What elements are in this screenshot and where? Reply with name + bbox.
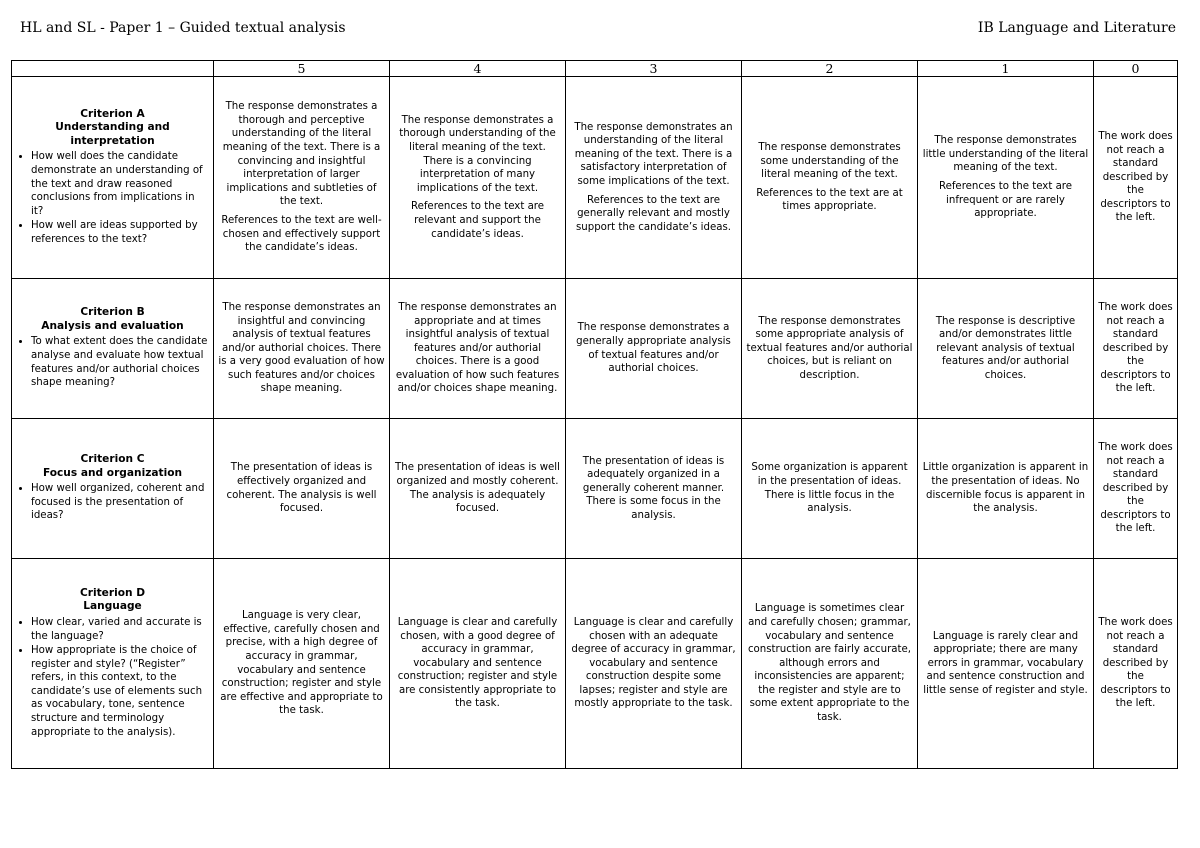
descriptor-text: References to the text are at times appropriate. (756, 187, 903, 213)
descriptor-cell-0: The work does not reach a standard described by the descriptors to the left. (1094, 279, 1178, 419)
descriptor-cell-3 (566, 77, 742, 279)
table-row-criterion-a (12, 77, 1178, 279)
descriptor-cell-2 (742, 419, 918, 559)
criterion-name: Language (83, 600, 142, 613)
descriptor-cell-1 (918, 279, 1094, 419)
criterion-label: Criterion C (80, 453, 145, 466)
table-row-criterion-c (12, 419, 1178, 559)
descriptor-text: Language is clear and carefully chosen with an adequate degree of accuracy in grammar, vocabulary and sentence construction despite some lapses; register and style are mostly appropriate to the task. (571, 616, 736, 710)
criterion-name: Analysis and evaluation (41, 319, 184, 332)
descriptor-cell-4 (390, 419, 566, 559)
descriptor-cell-0: The work does not reach a standard described by the descriptors to the left. (1094, 559, 1178, 769)
descriptor-text: Language is sometimes clear and carefully chosen; grammar, vocabulary and sentence construction are fairly accurate, although errors and inconsistencies are apparent; the register and style are to some extent appropriate to the task. (747, 603, 912, 724)
criterion-cell (12, 419, 214, 559)
criterion-question: • How clear, varied and accurate is the language? (31, 616, 209, 643)
descriptor-text: Language is rarely clear and appropriate; there are many errors in grammar, vocabulary and sentence construction and little sense of register and style. (923, 630, 1088, 696)
page-header (20, 20, 1176, 42)
criterion-cell (12, 77, 214, 279)
descriptor-text: The response demonstrates some understanding of the literal meaning of the text. (758, 142, 901, 181)
descriptor-text: References to the text are well-chosen and effectively support the candidate’s ideas. (221, 214, 382, 254)
criterion-title (16, 587, 209, 614)
descriptor-cell-1 (918, 559, 1094, 769)
descriptor-cell-4 (390, 77, 566, 279)
descriptor-text: Some organization is apparent in the presentation of ideas. There is little focus in the analysis. (751, 462, 908, 515)
descriptor-cell-5 (214, 559, 390, 769)
descriptor-cell-3 (566, 419, 742, 559)
criterion-question: • How well does the candidate demonstrate an understanding of the text and draw reasoned conclusions from implications in it? (31, 150, 209, 218)
descriptor-text: The presentation of ideas is well organized and mostly coherent. The analysis is adequately focused. (395, 462, 560, 515)
descriptor-cell-3 (566, 279, 742, 419)
criterion-question: • To what extent does the candidate analyse and evaluate how textual features and/or authorial choices shape meaning? (31, 335, 209, 389)
descriptor-cell-0: The work does not reach a standard described by the descriptors to the left. (1094, 77, 1178, 279)
column-header-1: 1 (918, 61, 1094, 77)
column-header-2: 2 (742, 61, 918, 77)
descriptor-text: The response demonstrates an appropriate and at times insightful analysis of textual features and/or authorial choices. There is a good evaluation of how such features and/or choices shape meaning. (395, 301, 560, 395)
criterion-label: Criterion A (80, 107, 145, 120)
column-header-0: 0 (1094, 61, 1178, 77)
descriptor-text: References to the text are relevant and support the candidate’s ideas. (410, 201, 545, 240)
criterion-title (16, 108, 209, 149)
descriptor-text: Little organization is apparent in the presentation of ideas. No discernible focus is apparent in the analysis. (922, 462, 1089, 515)
criterion-questions (16, 482, 209, 523)
criterion-name: Understanding and interpretation (55, 121, 170, 147)
header-title: HL and SL - Paper 1 – Guided textual analysis (20, 20, 346, 36)
descriptor-cell-5 (214, 77, 390, 279)
descriptor-cell-5 (214, 279, 390, 419)
criterion-question: • How appropriate is the choice of register and style? (“Register” refers, in this context, to the candidate’s use of elements such as vocabulary, tone, sentence structure and terminology appropriate to the analysis). (31, 644, 209, 739)
descriptor-cell-4 (390, 559, 566, 769)
descriptor-cell-2 (742, 279, 918, 419)
descriptor-cell-0: The work does not reach a standard described by the descriptors to the left. (1094, 419, 1178, 559)
descriptor-text: The presentation of ideas is adequately organized in a generally coherent manner. There is some focus in the analysis. (582, 455, 725, 521)
criterion-name: Focus and organization (42, 466, 183, 479)
descriptor-text: The response demonstrates an understanding of the literal meaning of the text. There is a satisfactory interpretation of some implications of the text. (574, 121, 733, 187)
descriptor-text: Language is clear and carefully chosen, with a good degree of accuracy in grammar, vocabulary and sentence construction; register and style are consistently appropriate to the task. (397, 616, 558, 710)
descriptor-cell-3 (566, 559, 742, 769)
criterion-question: • How well are ideas supported by references to the text? (31, 219, 209, 246)
descriptor-text: The response demonstrates some appropriate analysis of textual features and/or authorial choices, but is reliant on description. (746, 315, 913, 381)
column-header-4: 4 (390, 61, 566, 77)
descriptor-cell-1 (918, 77, 1094, 279)
descriptor-cell-2 (742, 559, 918, 769)
criterion-questions (16, 335, 209, 389)
criterion-title (16, 306, 209, 333)
table-row-criterion-d (12, 559, 1178, 769)
header-subject: IB Language and Literature (977, 20, 1176, 36)
descriptor-text: References to the text are generally relevant and mostly support the candidate’s ideas. (575, 194, 732, 233)
criterion-question: • How well organized, coherent and focused is the presentation of ideas? (31, 482, 209, 523)
descriptor-text: The response demonstrates a generally appropriate analysis of textual features and/or authorial choices. (576, 322, 731, 375)
descriptor-text: The response demonstrates an insightful and convincing analysis of textual features and/or authorial choices. There is a very good evaluation of how such features and/or choices shape meaning. (218, 301, 385, 395)
table-row-criterion-b (12, 279, 1178, 419)
column-header-5: 5 (214, 61, 390, 77)
table-header-row (12, 61, 1178, 77)
descriptor-cell-4 (390, 279, 566, 419)
criterion-cell (12, 279, 214, 419)
assessment-rubric-table (11, 60, 1178, 769)
descriptor-text: The response demonstrates a thorough and perceptive understanding of the literal meaning of the text. There is a convincing and insightful interpretation of larger implications and subtleties of the text. (222, 101, 381, 208)
criterion-label: Criterion B (80, 306, 145, 319)
descriptor-text: References to the text are infrequent or are rarely appropriate. (938, 181, 1073, 220)
descriptor-cell-5 (214, 419, 390, 559)
descriptor-text: The response demonstrates little understanding of the literal meaning of the text. (922, 135, 1089, 174)
criterion-questions (16, 616, 209, 739)
criterion-cell (12, 559, 214, 769)
descriptor-text: The response demonstrates a thorough understanding of the literal meaning of the text. There is a convincing interpretation of many implications of the text. (399, 114, 556, 194)
criterion-title (16, 453, 209, 480)
descriptor-cell-1 (918, 419, 1094, 559)
descriptor-text: The presentation of ideas is effectively organized and coherent. The analysis is well focused. (226, 462, 377, 515)
column-header-3: 3 (566, 61, 742, 77)
criterion-questions (16, 150, 209, 246)
column-header-criterion (12, 61, 214, 77)
descriptor-cell-2 (742, 77, 918, 279)
criterion-label: Criterion D (79, 586, 146, 599)
descriptor-text: Language is very clear, effective, carefully chosen and precise, with a high degree of accuracy in grammar, vocabulary and sentence construction; register and style are effective and appropriate to the task. (220, 610, 383, 717)
descriptor-text: The response is descriptive and/or demonstrates little relevant analysis of textual features and/or authorial choices. (935, 315, 1076, 381)
